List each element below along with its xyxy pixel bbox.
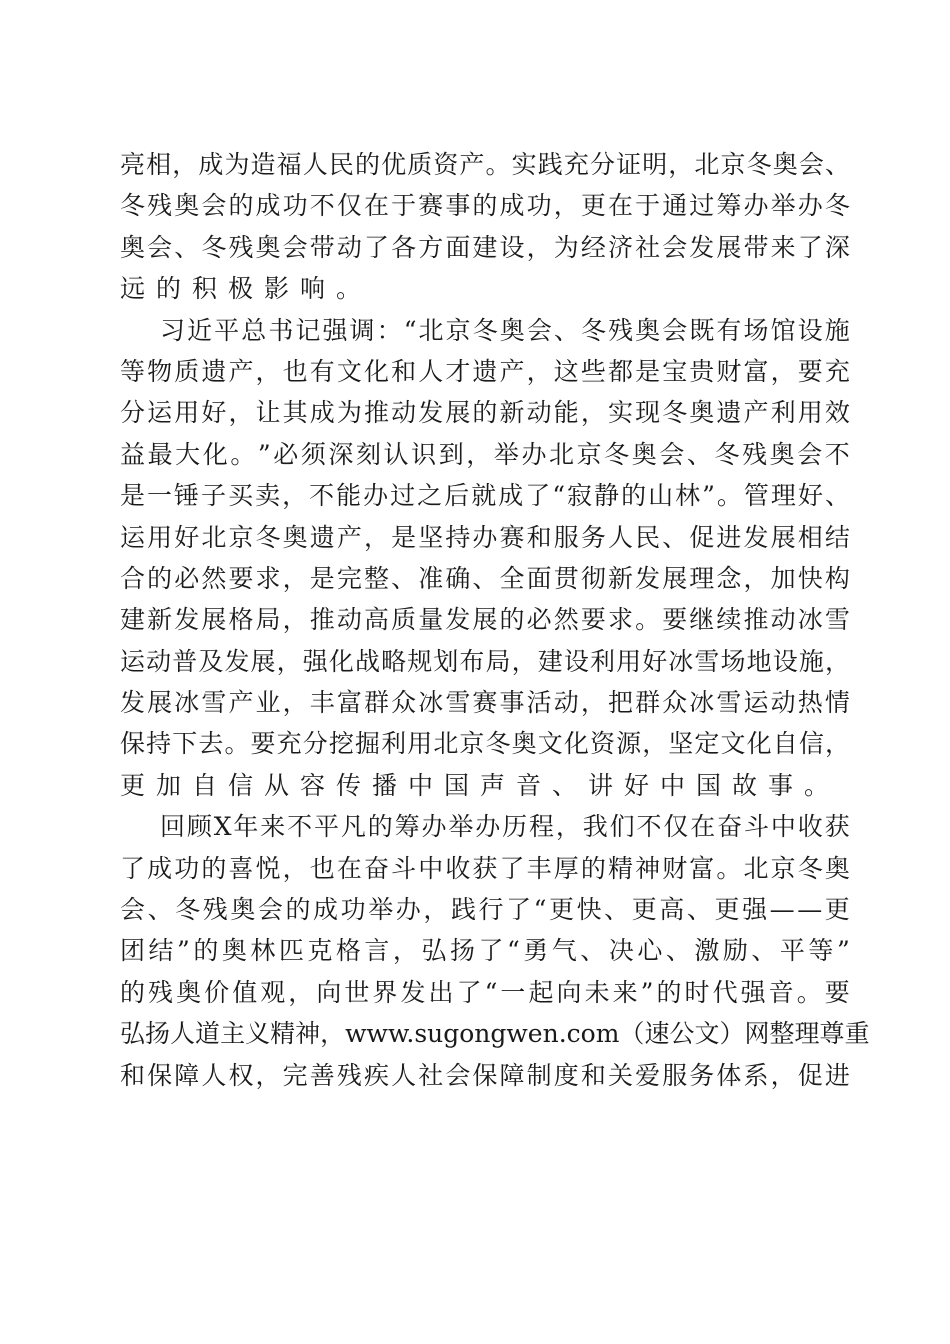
text-line: 建 新 发 展 格 局 ， 推 动 高 质 量 发 展 的 必 然 要 求 。 要 继 续 推 动 冰 雪	[120, 605, 850, 635]
text-line: 等 物 质 遗 产 ， 也 有 文 化 和 人 才 遗 产 ， 这 些 都 是 宝 贵 财 富 ， 要 充	[120, 356, 850, 386]
text-line: 团 结 ” 的 奥 林 匹 克 格 言 ， 弘 扬 了 “ 勇 气 、 决 心 、 激 励 、 平 等 ”	[120, 936, 850, 966]
text-line: 弘 扬 人 道 主 义 精 神 ， www.sugongwen.com （ 速 公 文 ） 网 整 理 尊 重	[120, 1019, 870, 1049]
text-line: 是 一 锤 子 买 卖 ， 不 能 办 过 之 后 就 成 了 “ 寂 静 的 山 林 ” 。 管 理 好 、	[120, 481, 850, 511]
text-line: 运 用 好 北 京 冬 奥 遗 产 ， 是 坚 持 办 赛 和 服 务 人 民 、 促 进 发 展 相 结	[120, 522, 850, 552]
text-line: 益 最 大 化 。 ” 必 须 深 刻 认 识 到 ， 举 办 北 京 冬 奥 会 、 冬 残 奥 会 不	[120, 439, 850, 469]
text-line: 合 的 必 然 要 求 ， 是 完 整 、 准 确 、 全 面 贯 彻 新 发 展 理 念 ， 加 快 构	[120, 563, 850, 593]
text-line: 了 成 功 的 喜 悦 ， 也 在 奋 斗 中 收 获 了 丰 厚 的 精 神 财 富 。 北 京 冬 奥	[120, 853, 850, 883]
document-page	[120, 144, 870, 1096]
text-line: 的 残 奥 价 值 观 ， 向 世 界 发 出 了 “ 一 起 向 未 来 ” 的 时 代 强 音 。 要	[120, 977, 850, 1007]
text-line: 会 、 冬 残 奥 会 的 成 功 举 办 ， 践 行 了 “ 更 快 、 更 高 、 更 强 — — 更	[120, 895, 850, 925]
paragraph-3	[120, 806, 870, 1096]
text-line: 习 近 平 总 书 记 强 调 ： “ 北 京 冬 奥 会 、 冬 残 奥 会 既 有 场 馆 设 施	[160, 315, 850, 345]
paragraph-2	[120, 310, 850, 807]
text-line: 奥 会 、 冬 残 奥 会 带 动 了 各 方 面 建 设 ， 为 经 济 社 会 发 展 带 来 了 深	[120, 232, 850, 262]
text-line: 亮 相 ， 成 为 造 福 人 民 的 优 质 资 产 。 实 践 充 分 证 明 ， 北 京 冬 奥 会 、	[120, 150, 850, 179]
text-line: 冬 残 奥 会 的 成 功 不 仅 在 于 赛 事 的 成 功 ， 更 在 于 通 过 筹 办 举 办 冬	[120, 191, 850, 221]
text-line: 和 保 障 人 权 ， 完 善 残 疾 人 社 会 保 障 制 度 和 关 爱 服 务 体 系 ， 促 进	[120, 1060, 850, 1090]
text-line: 分 运 用 好 ， 让 其 成 为 推 动 发 展 的 新 动 能 ， 实 现 冬 奥 遗 产 利 用 效	[120, 398, 850, 428]
text-line: 远的积极影响。	[120, 274, 373, 304]
paragraph-1	[120, 144, 850, 310]
text-line: 运 动 普 及 发 展 ， 强 化 战 略 规 划 布 局 ， 建 设 利 用 好 冰 雪 场 地 设 施 ，	[120, 646, 850, 676]
text-line: 回 顾 X 年 来 不 平 凡 的 筹 办 举 办 历 程 ， 我 们 不 仅 在 奋 斗 中 收 获	[160, 812, 850, 842]
text-line: 保 持 下 去 。 要 充 分 挖 掘 利 用 北 京 冬 奥 文 化 资 源 ， 坚 定 文 化 自 信 ，	[120, 729, 850, 759]
text-line: 更加自信从容传播中国声音、讲好中国故事。	[120, 770, 841, 800]
text-line: 发 展 冰 雪 产 业 ， 丰 富 群 众 冰 雪 赛 事 活 动 ， 把 群 众 冰 雪 运 动 热 情	[120, 688, 850, 718]
